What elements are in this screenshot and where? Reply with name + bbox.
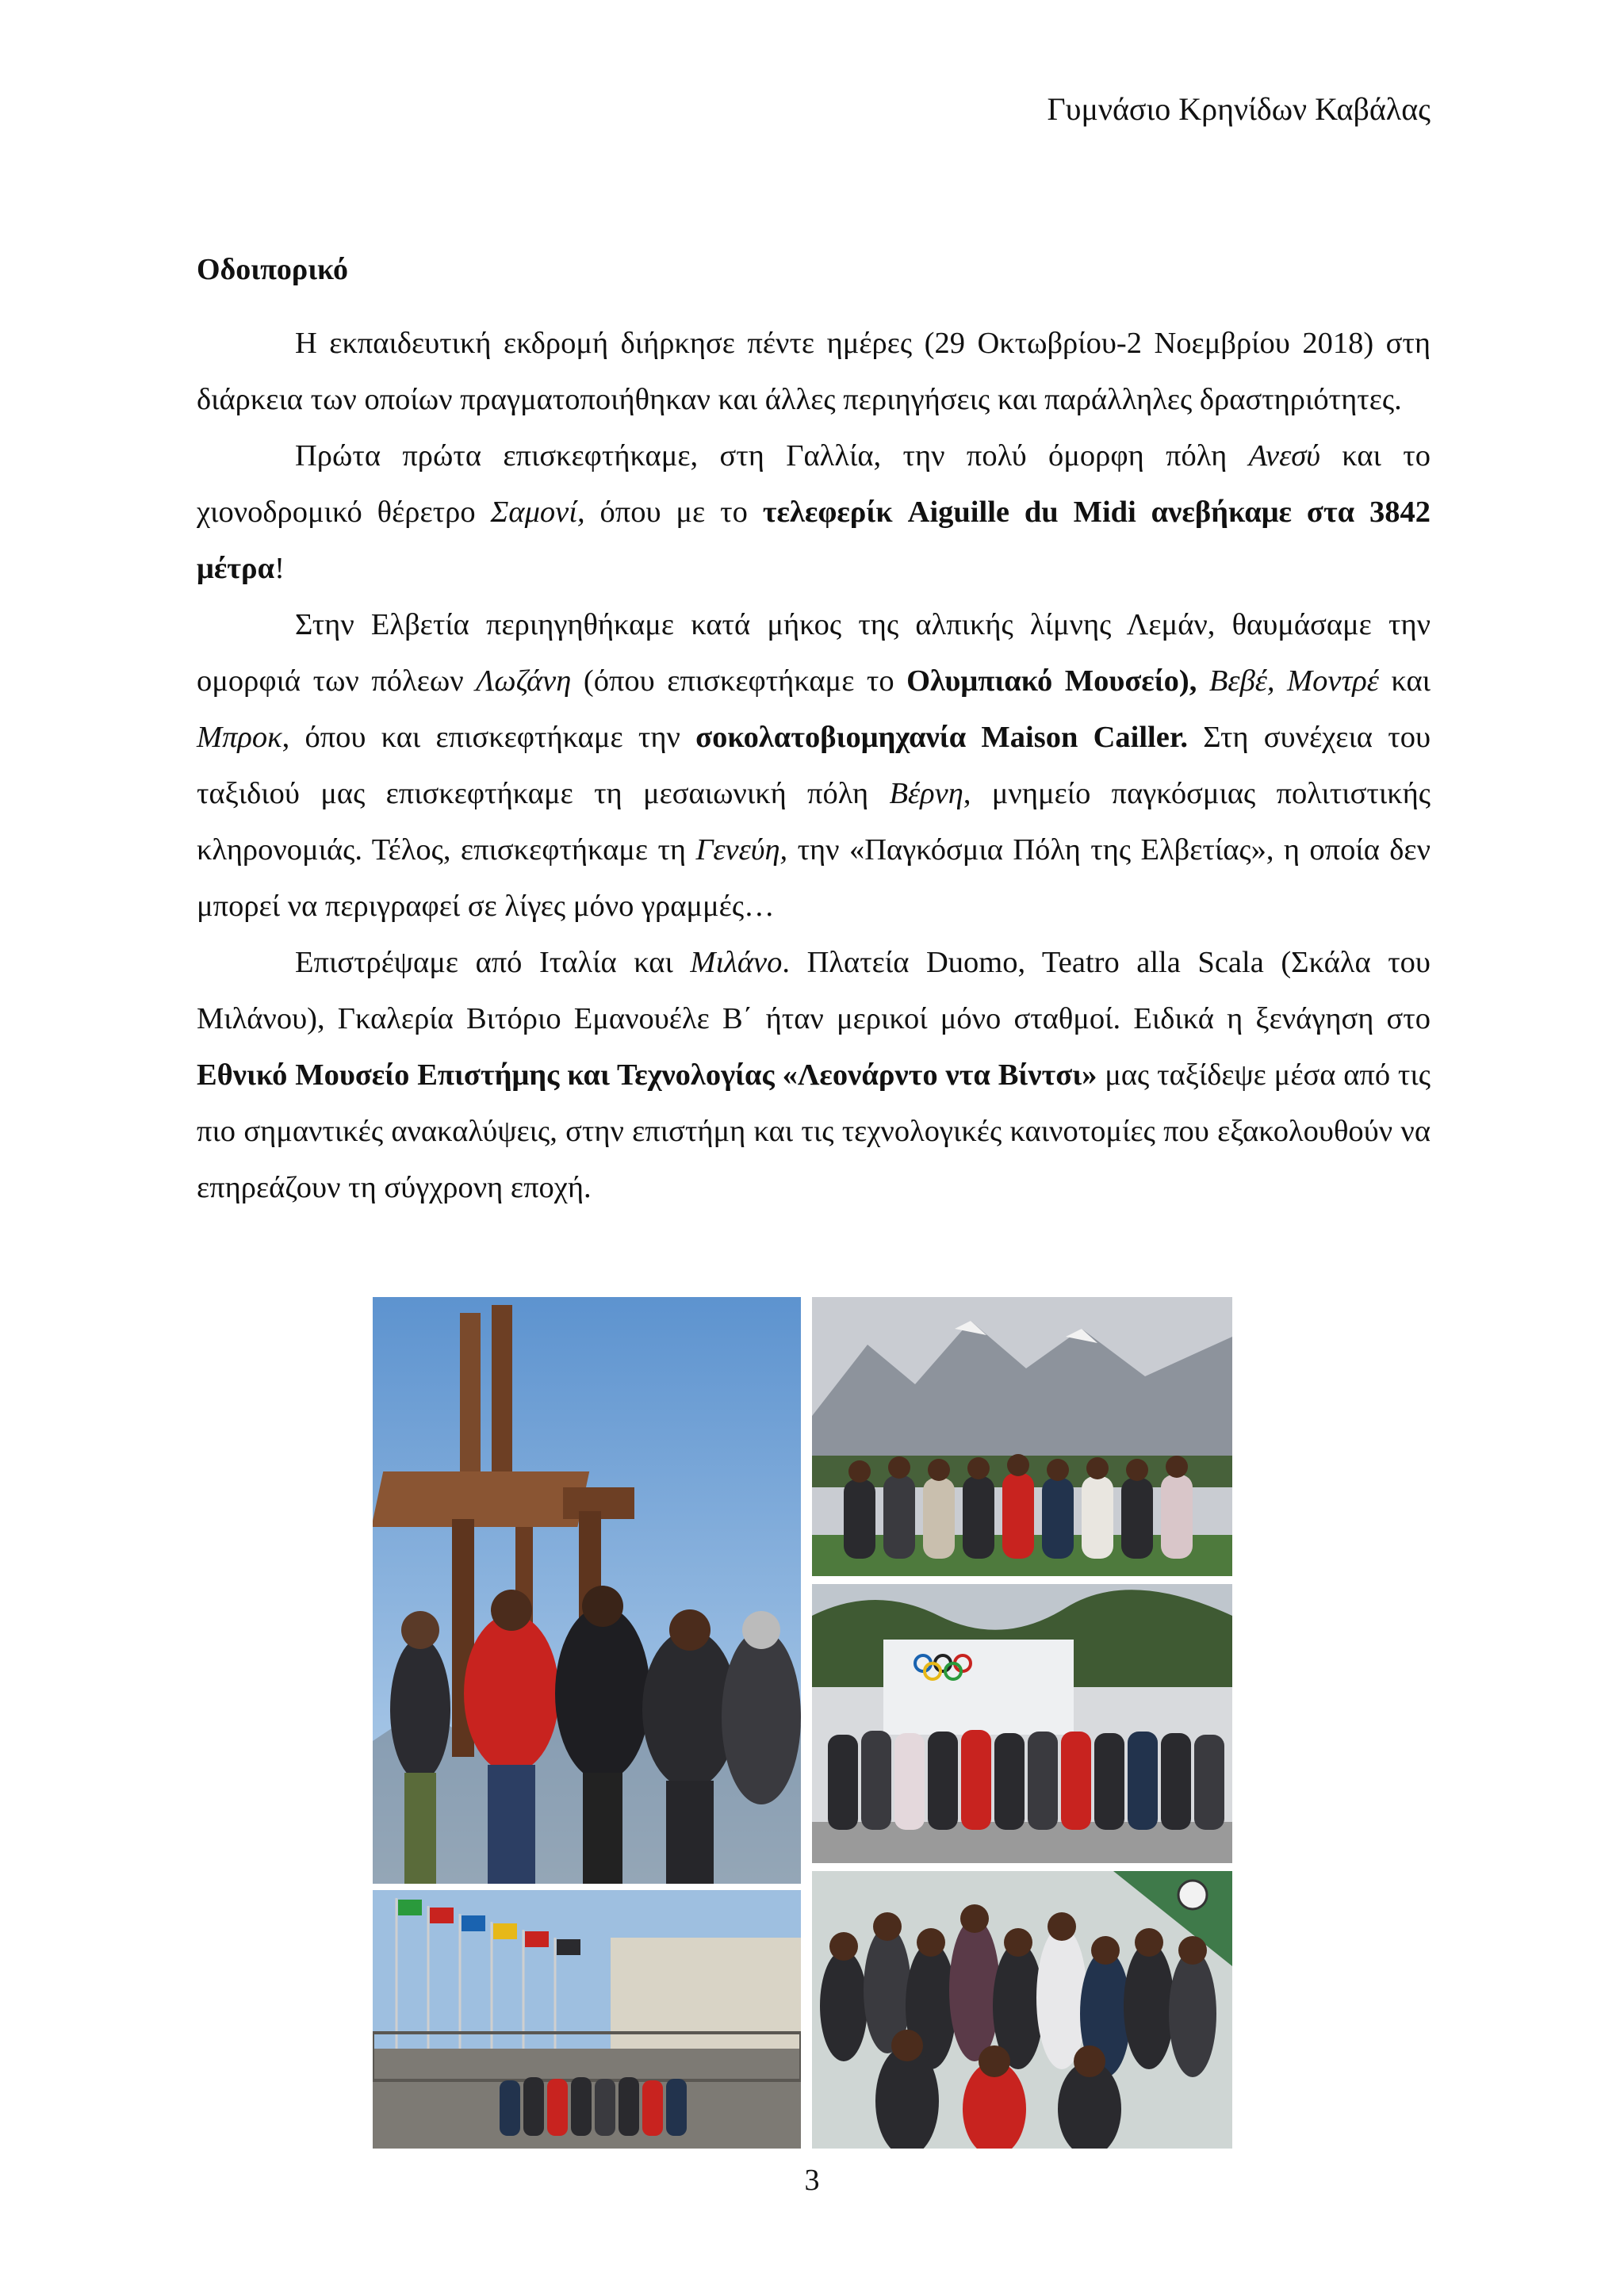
text-run: (όπου επισκεφτήκαμε το <box>571 664 907 698</box>
text-run: Στην Ελβετία περιηγηθήκαμε κατά μήκος της αλπικής λίμνης Λεμάν, θαυμάσαμε την ομορφιά των πόλεων <box>197 608 1431 698</box>
italic-place-bern: Βέρνη <box>889 777 963 810</box>
italic-place-chamonix: Σαμονί, <box>490 496 585 529</box>
text-run: , μνημείο παγκόσμιας πολιτιστικής κληρονομιάς. Τέλος, επισκεφτήκαμε τη <box>197 777 1431 867</box>
paragraph-4 <box>197 935 1431 1216</box>
text-run: την «Παγκόσμια Πόλη της Ελβετίας», η οποία δεν μπορεί να περιγραφεί σε λίγες μόνο γραμμές… <box>197 833 1431 923</box>
text-run: μας ταξίδεψε μέσα από τις πιο σημαντικές ανακαλύψεις, στην επιστήμη και τις τεχνολογικές καινοτομίες που εξακολουθούν να επηρεάζουν τη σύγχρονη εποχή. <box>197 1058 1431 1204</box>
paragraph-1 <box>197 316 1431 428</box>
bold-science-museum: Εθνικό Μουσείο Επιστήμης και Τεχνολογίας «Λεονάρντο ντα Βίντσι» <box>197 1058 1097 1092</box>
photo-group-selfie <box>812 1871 1232 2149</box>
italic-place-broc: Μπροκ <box>197 721 282 754</box>
text-run: , όπου και επισκεφτήκαμε την <box>282 721 696 754</box>
text-run: και το χιονοδρομικό θέρετρο <box>197 439 1431 529</box>
text-run: . Πλατεία Duomo, Teatro alla Scala (Σκάλα του Μιλάνου), Γκαλερία Βιτόριο Εμανουέλε Β΄ ήταν μερικοί μόνο σταθμοί. Ειδικά η ξενάγηση στο <box>197 946 1431 1035</box>
text-run: Πρώτα πρώτα επισκεφτήκαμε, στη Γαλλία, την πολύ όμορφη πόλη <box>295 439 1249 473</box>
italic-place-lausanne: Λωζάνη <box>476 664 572 698</box>
photo-mountains-group <box>812 1297 1232 1576</box>
bold-cable-car: τελεφερίκ Aiguille du Midi ανεβήκαμε στα 3842 μέτρα <box>197 496 1431 585</box>
text-run: Επιστρέψαμε από Ιταλία και <box>295 946 691 979</box>
photo-un-flags-group <box>373 1890 801 2149</box>
page-number: 3 <box>804 2164 820 2197</box>
text-run: όπου με το <box>584 496 763 529</box>
photo-broken-chair <box>373 1297 801 1884</box>
text-run: Η εκπαιδευτική εκδρομή διήρκησε πέντε ημέρες (29 Οκτωβρίου-2 Νοεμβρίου 2018) στη διάρκεια των οποίων πραγματοποιήθηκαν και άλλες περιηγήσεις και παράλληλες δραστηριότητες. <box>197 327 1431 416</box>
page-header: Γυμνάσιο Κρηνίδων Καβάλας <box>1047 91 1431 127</box>
italic-place-vevey-montreux: Βεβέ, Μοντρέ <box>1208 664 1379 698</box>
bold-chocolate-factory: σοκολατοβιομηχανία Maison Cailler. <box>695 721 1189 754</box>
text-run <box>1197 664 1209 698</box>
italic-place-milan: Μιλάνο <box>690 946 783 979</box>
bold-olympic-museum: Ολυμπιακό Μουσείο), <box>906 664 1197 698</box>
paragraph-2 <box>197 428 1431 597</box>
photo-olympic-museum-group <box>812 1584 1232 1863</box>
italic-place-annecy: Ανεσύ <box>1248 439 1320 473</box>
text-run: και <box>1378 664 1431 698</box>
paragraph-3 <box>197 597 1431 935</box>
italic-place-geneva: Γενεύη, <box>695 833 788 867</box>
text-run: ! <box>274 552 285 585</box>
text-run: Στη συνέχεια του ταξιδιού μας επισκεφτήκαμε τη μεσαιωνική πόλη <box>197 721 1431 810</box>
section-heading: Οδοιπορικό <box>197 253 349 286</box>
body-text <box>197 316 1431 1216</box>
